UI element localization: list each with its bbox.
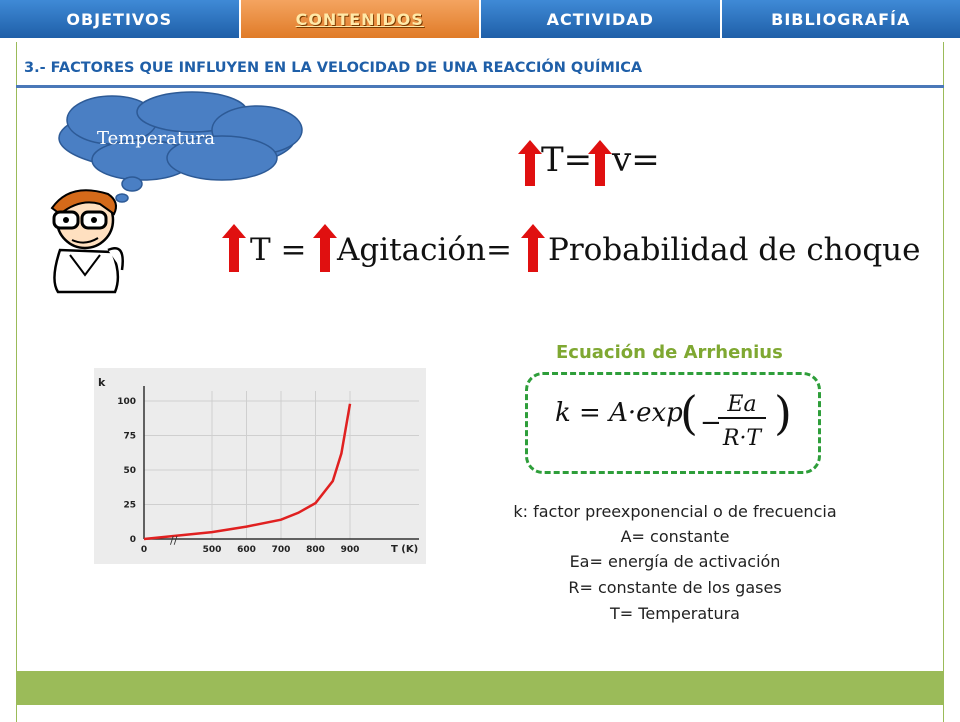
chart-xlabel: T (K) <box>391 544 418 555</box>
definition-t: T= Temperatura <box>460 604 890 623</box>
tab-actividad[interactable]: ACTIVIDAD <box>481 0 722 38</box>
frame-right-line <box>943 42 944 722</box>
x-tick-label: 700 <box>272 545 291 555</box>
up-arrow-icon <box>222 224 246 272</box>
footer-bar <box>16 671 944 705</box>
x-tick-label: 900 <box>341 545 360 555</box>
agitacion-label: Agitación= <box>337 232 512 268</box>
chart-ylabel: k <box>98 376 106 389</box>
right-paren: ) <box>774 390 792 436</box>
thought-bubble-text: Temperatura <box>97 128 215 149</box>
y-tick-label: 25 <box>123 501 136 511</box>
t-label-2: T = <box>250 232 307 268</box>
equation-title: Ecuación de Arrhenius <box>556 342 783 363</box>
x-tick-label: 600 <box>237 545 256 555</box>
equation-denominator: R·T <box>710 426 774 451</box>
t-label-1: T= <box>541 140 592 180</box>
y-tick-label: 0 <box>130 535 136 545</box>
left-paren: ( <box>680 390 698 436</box>
v-label: v= <box>612 140 660 180</box>
frame-left-line <box>16 42 17 722</box>
tab-contenidos[interactable]: CONTENIDOS <box>241 0 482 38</box>
probabilidad-label: Probabilidad de choque <box>548 232 920 268</box>
tab-bar <box>0 0 960 38</box>
tab-objetivos[interactable]: OBJETIVOS <box>0 0 241 38</box>
scientist-cartoon-icon <box>30 180 140 295</box>
arrhenius-chart <box>94 368 426 564</box>
equation-numerator: Ea <box>718 392 766 419</box>
minus-sign: − <box>700 408 722 438</box>
equation-lhs: k = A·exp <box>555 398 683 428</box>
x-tick-label: 0 <box>141 545 147 555</box>
up-arrow-icon <box>313 224 337 272</box>
up-arrow-icon <box>588 140 612 186</box>
y-tick-label: 50 <box>123 466 136 476</box>
x-tick-label: 500 <box>203 545 222 555</box>
definition-k: k: factor preexponencial o de frecuencia <box>460 502 890 521</box>
x-tick-label: 800 <box>306 545 325 555</box>
up-arrow-icon <box>518 140 542 186</box>
y-tick-label: 100 <box>117 397 136 407</box>
section-title: 3.- FACTORES QUE INFLUYEN EN LA VELOCIDAD DE UNA REACCIÓN QUÍMICA <box>24 60 642 76</box>
axis-break-mark: // <box>170 534 178 547</box>
definition-a: A= constante <box>460 527 890 546</box>
definition-r: R= constante de los gases <box>460 578 890 597</box>
y-tick-label: 75 <box>123 432 136 442</box>
tab-bibliografia[interactable]: BIBLIOGRAFÍA <box>722 0 960 38</box>
up-arrow-icon <box>521 224 545 272</box>
definition-ea: Ea= energía de activación <box>460 552 890 571</box>
